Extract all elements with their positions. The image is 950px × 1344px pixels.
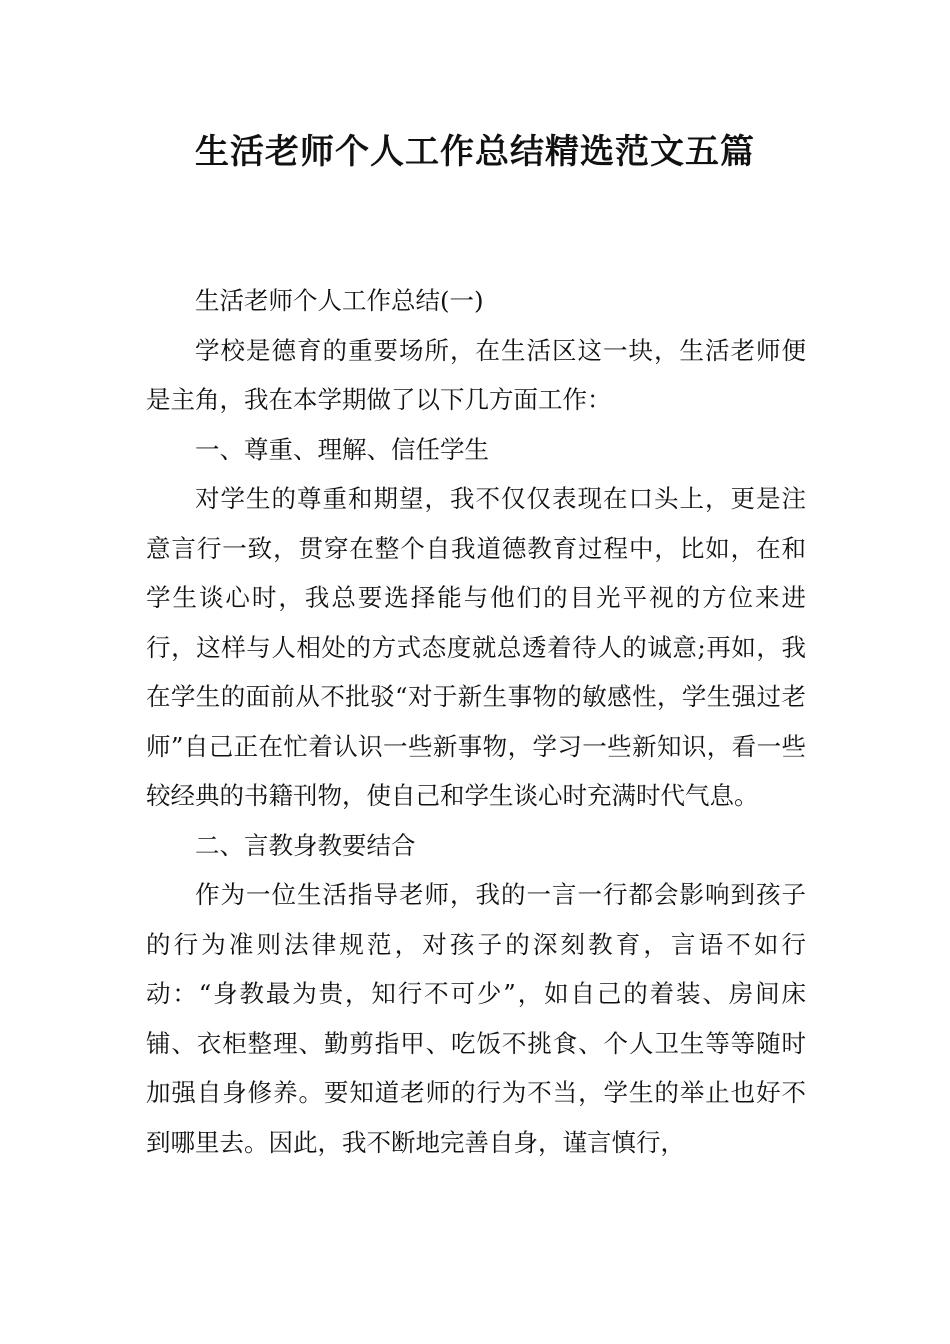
paragraph: 学校是德育的重要场所，在生活区这一块，生活老师便是主角，我在本学期做了以下几方面工作： [146,335,806,414]
paragraph: 作为一位生活指导老师，我的一言一行都会影响到孩子的行为准则法律规范，对孩子的深刻教育，言语不如行动：“身教最为贵，知行不可少”，如自己的着装、房间床铺、衣柜整理、勤剪指甲、吃饭不挑食、个人卫生等等随时加强自身修养。要知道老师的行为不当，学生的举止也好不到哪里去。因此，我不断地完善自身，谨言慎行， [146,880,806,1157]
document-title: 生活老师个人工作总结精选范文五篇 [195,132,755,172]
section-heading: 一、尊重、理解、信任学生 [195,434,489,464]
section-heading: 生活老师个人工作总结(一) [195,286,484,315]
document-body [146,276,806,1167]
paragraph: 对学生的尊重和期望，我不仅仅表现在口头上，更是注意言行一致，贯穿在整个自我道德教育过程中，比如，在和学生谈心时，我总要选择能与他们的目光平视的方位来进行，这样与人相处的方式态度就总透着待人的诚意;再如，我在学生的面前从不批驳“对于新生事物的敏感性，学生强过老师”自己正在忙着认识一些新事物，学习一些新知识，看一些较经典的书籍刊物，使自己和学生谈心时充满时代气息。 [146,484,806,810]
section-heading: 二、言教身教要结合 [195,830,416,860]
